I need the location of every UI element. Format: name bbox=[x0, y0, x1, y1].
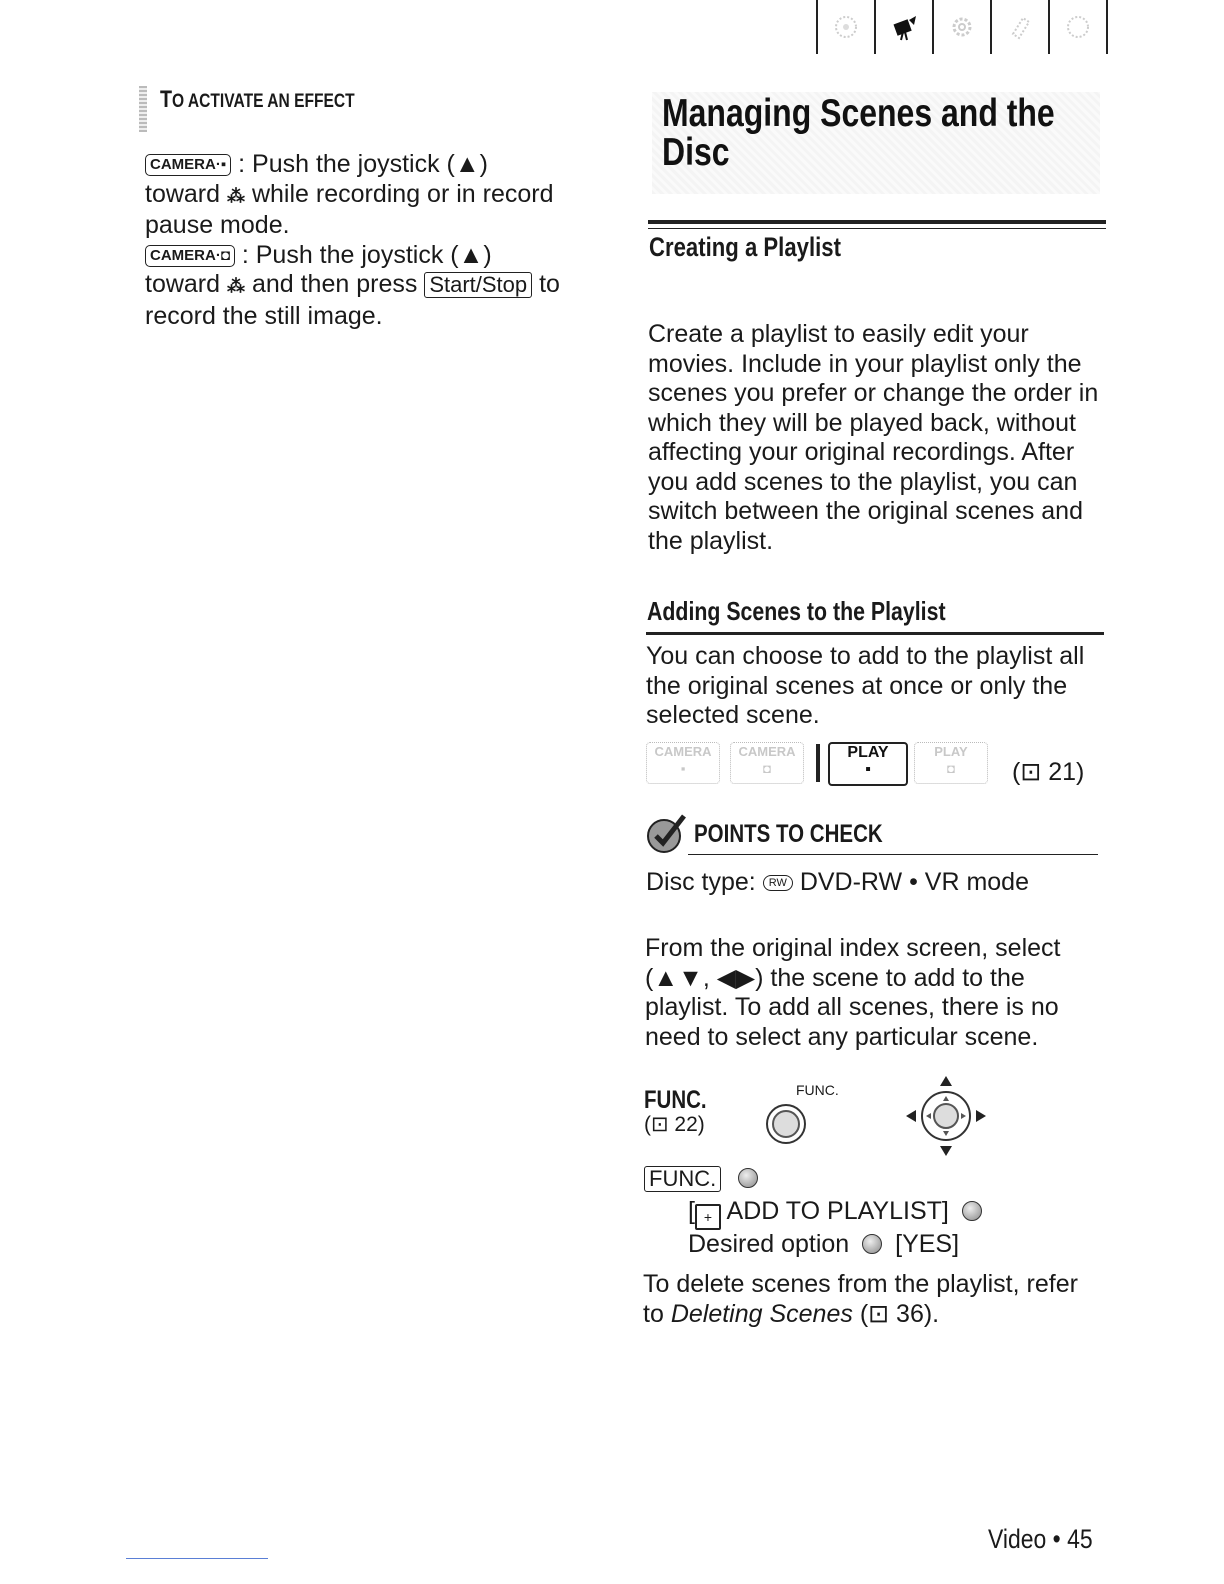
card-icon bbox=[1005, 12, 1035, 42]
chapter-tabs bbox=[816, 0, 1108, 54]
rw-disc-icon: RW bbox=[763, 875, 793, 891]
select-paragraph: From the original index screen, select (▲▼, ◀▶) the scene to add to the playlist. To add all scenes, there is no need to select any particular scene. bbox=[645, 934, 1061, 1051]
left-instructions bbox=[145, 150, 605, 331]
start-stop-key: Start/Stop bbox=[424, 272, 532, 298]
func-key: FUNC. bbox=[644, 1166, 721, 1192]
step-1 bbox=[644, 1164, 758, 1194]
func-label: FUNC. bbox=[644, 1086, 707, 1114]
camera-movie-badge: CAMERA·▪ bbox=[145, 154, 231, 176]
mode-play-movie: PLAY ▪ bbox=[828, 742, 908, 786]
bottom-link-rule bbox=[126, 1558, 268, 1559]
photo-icon: ◘ bbox=[220, 246, 230, 264]
tab-disc bbox=[816, 0, 874, 54]
section-heading: Creating a Playlist bbox=[649, 232, 841, 262]
step-2: [ + ADD TO PLAYLIST] bbox=[688, 1197, 982, 1230]
points-title: POINTS TO CHECK bbox=[694, 820, 883, 848]
set-button-icon bbox=[738, 1168, 758, 1188]
func-ref: (⊡ 22) bbox=[644, 1113, 705, 1136]
heading-marker bbox=[139, 86, 147, 132]
disc-icon bbox=[831, 12, 861, 42]
mode-camera-photo: CAMERA ◘ bbox=[730, 742, 804, 784]
camera-movie-icon bbox=[889, 12, 919, 42]
line-4: CAMERA·◘ : Push the joystick (▲) bbox=[145, 241, 605, 271]
joystick-icon bbox=[904, 1074, 988, 1163]
tab-card bbox=[990, 0, 1048, 54]
subsection-heading: Adding Scenes to the Playlist bbox=[647, 596, 946, 626]
line-3: pause mode. bbox=[145, 211, 290, 239]
effect-icon: ⁂ bbox=[227, 185, 245, 206]
subsection-rule bbox=[646, 632, 1104, 635]
func-small-label: FUNC. bbox=[796, 1082, 839, 1098]
title-rule-thin bbox=[648, 228, 1106, 229]
left-heading: TO ACTIVATE AN EFFECT bbox=[160, 86, 355, 113]
settings-icon bbox=[947, 12, 977, 42]
line-5: toward ⁂ and then press Start/Stop to bbox=[145, 270, 560, 298]
mode-divider bbox=[816, 744, 820, 782]
mode-play-photo: PLAY ◘ bbox=[914, 742, 988, 784]
movie-icon: ▪ bbox=[220, 156, 227, 173]
line-1: CAMERA·▪ : Push the joystick (▲) bbox=[145, 150, 605, 180]
page-title: Managing Scenes and the Disc bbox=[662, 92, 1055, 174]
points-check-icon bbox=[646, 812, 688, 854]
mode-camera-movie: CAMERA ▪ bbox=[646, 742, 720, 784]
title-rule bbox=[648, 220, 1106, 224]
intro-paragraph: Create a playlist to easily edit your movies. Include in your playlist only the scenes you prefer or change the order in which they will be played back, without affecting your original recordings. After you add scenes to the playlist, you can switch between the original scenes and the playlist. bbox=[648, 320, 1099, 555]
func-button-icon bbox=[764, 1102, 808, 1151]
disc-type-line: Disc type: RW DVD-RW • VR mode bbox=[646, 868, 1029, 896]
effect-icon-2: ⁂ bbox=[227, 276, 245, 296]
subsection-paragraph: You can choose to add to the playlist all the original scenes at once or only the selected scene. bbox=[646, 642, 1085, 729]
points-rule bbox=[688, 854, 1098, 855]
tab-pc bbox=[1048, 0, 1108, 54]
set-button-icon-3 bbox=[862, 1234, 882, 1254]
tab-video bbox=[874, 0, 932, 54]
pc-icon bbox=[1063, 12, 1093, 42]
delete-note: To delete scenes from the playlist, refer to Deleting Scenes (⊡ 36). bbox=[643, 1270, 1078, 1328]
line-6: record the still image. bbox=[145, 301, 383, 330]
mode-reference: (⊡ 21) bbox=[1012, 758, 1085, 786]
tab-settings bbox=[932, 0, 990, 54]
page-footer: Video • 45 bbox=[988, 1524, 1093, 1554]
camera-photo-badge: CAMERA·◘ bbox=[145, 245, 235, 267]
set-button-icon-2 bbox=[962, 1201, 982, 1221]
line-2: toward ⁂ while recording or in record bbox=[145, 179, 554, 208]
playlist-add-icon: + bbox=[695, 1204, 721, 1230]
step-3: Desired option [YES] bbox=[688, 1230, 960, 1258]
